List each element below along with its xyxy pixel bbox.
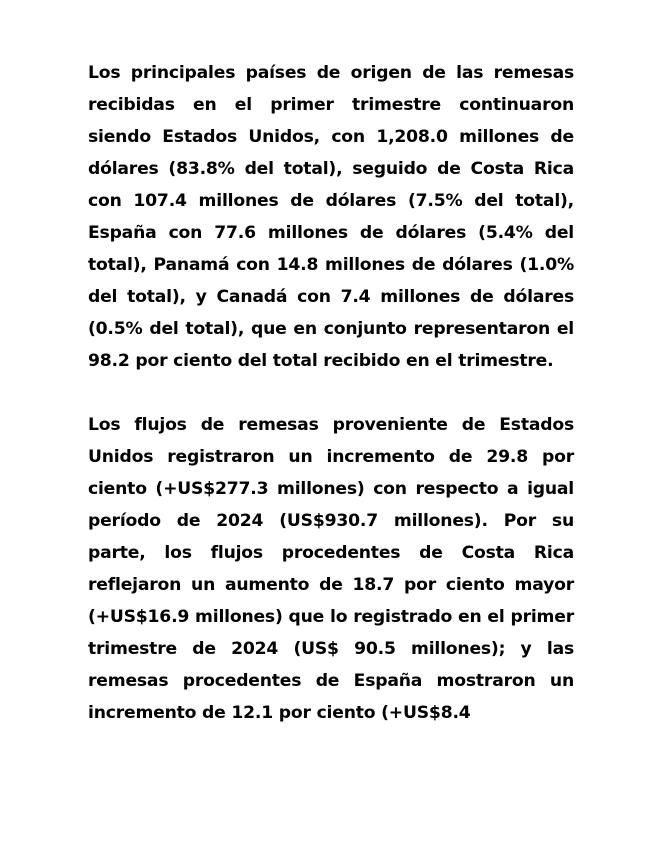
paragraph-origin-countries: Los principales países de origen de las remesas recibidas en el primer trimestre continuaron siendo Estados Unidos, con 1,208.0 millones de dólares (83.8% del total), seguido de Costa Rica con 107.4 millones de dólares (7.5% del total), España con 77.6 millones de dólares (5.4% del total), Panamá con 14.8 millones de dólares (1.0% del total), y Canadá con 7.4 millones de dólares (0.5% del total), que en conjunto representaron el 98.2 por ciento del total recibido en el trimestre. bbox=[88, 63, 574, 371]
paragraph-remittance-flows: Los flujos de remesas proveniente de Estados Unidos registraron un incremento de 29.8 por ciento (+US$277.3 millones) con respecto a igual período de 2024 (US$930.7 millones). Por su parte, los flujos procedentes de Costa Rica reflejaron un aumento de 18.7 por ciento mayor (+US$16.9 millones) que lo registrado en el primer trimestre de 2024 (US$ 90.5 millones); y las remesas procedentes de España mostraron un incremento de 12.1 por ciento (+US$8.4 bbox=[88, 415, 574, 723]
document-page bbox=[88, 57, 574, 729]
